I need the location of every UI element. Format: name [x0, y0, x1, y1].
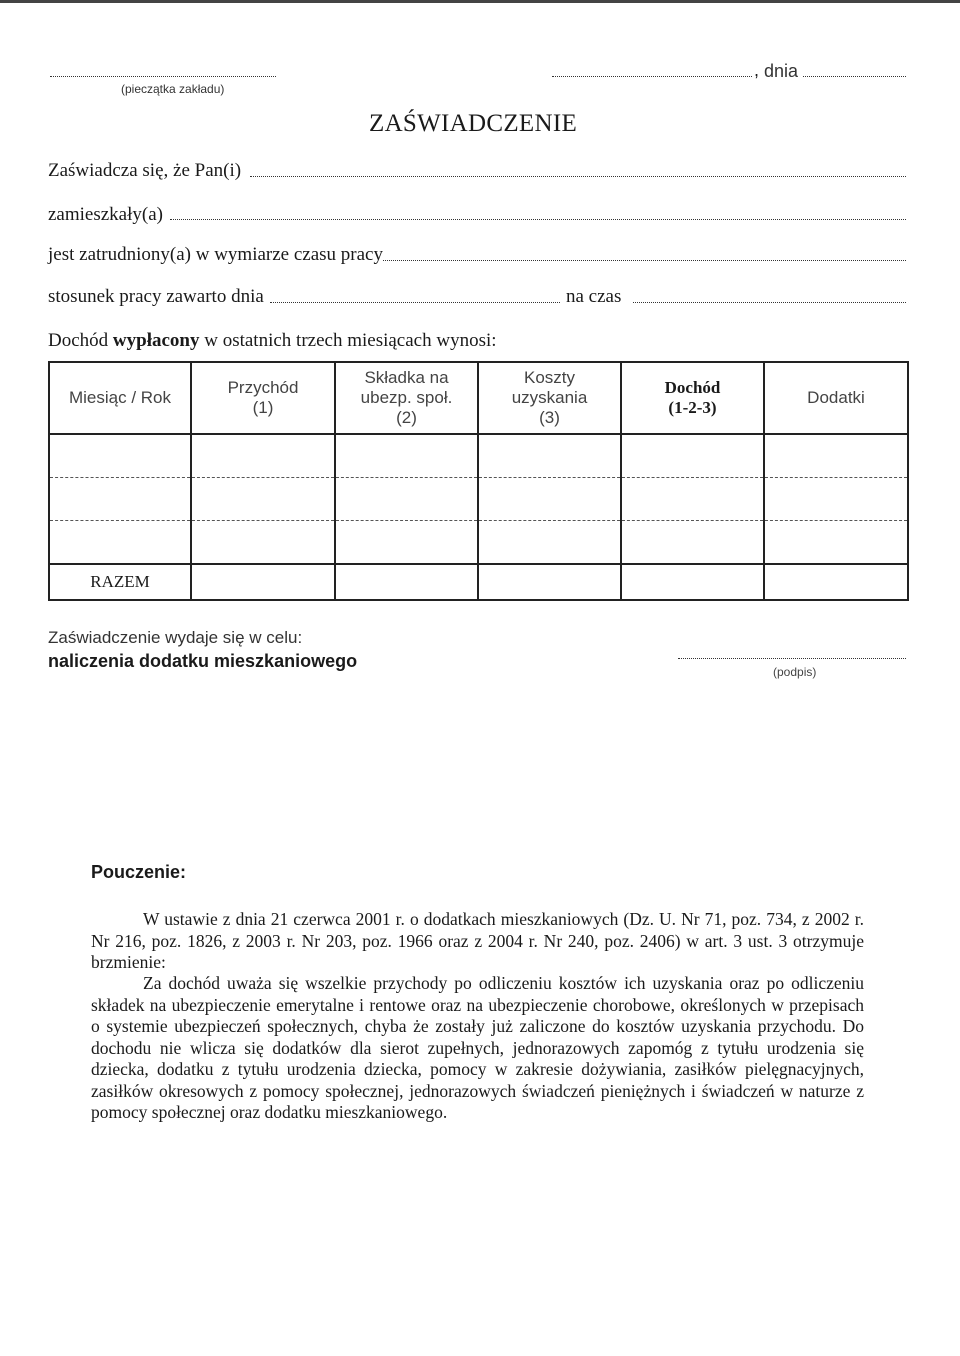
table-cell[interactable] [49, 478, 191, 521]
table-row [49, 521, 908, 565]
table-cell[interactable] [478, 521, 621, 565]
date-label: dnia [764, 61, 799, 81]
table-cell[interactable] [764, 478, 908, 521]
header-allowances: Dodatki [764, 362, 908, 434]
person-dotted-line [250, 164, 906, 177]
employment-label: jest zatrudniony(a) w wymiarze czasu pracy [48, 244, 383, 265]
address-label: zamieszkały(a) [48, 204, 163, 225]
document-title: ZAŚWIADCZENIE [369, 110, 578, 137]
period-label: na czas [566, 286, 622, 307]
table-cell[interactable] [335, 478, 478, 521]
header-revenue: Przychód (1) [191, 362, 335, 434]
purpose-label: Zaświadczenie wydaje się w celu: [48, 628, 303, 647]
period-dotted-line [633, 290, 906, 303]
income-heading [48, 330, 497, 352]
header-social-contribution: Składka na ubezp. społ. (2) [335, 362, 478, 434]
signature-dotted-line [678, 648, 906, 659]
table-cell[interactable] [478, 434, 621, 478]
scan-top-edge [0, 0, 960, 3]
table-cell[interactable] [764, 521, 908, 565]
instruction-paragraph-2: Za dochód uważa się wszelkie przychody po odliczeniu kosztów ich uzyskania oraz po odliczeniu składek na ubezpieczenie emerytalne i rentowe oraz na ubezpieczenie chorobowe, określonych w przepisach o systemie ubezpieczeń społecznych, chyba że zostały już zaliczone do kosztów uzyskania przychodu. Do dochodu nie wlicza się dodatków dla sierot zupełnych, jednorazowych zapomóg z tytułu urodzenia się dziecka, dodatku z tytułu urodzenia dziecka, pomocy w zakresie dożywiania, zasiłków pielęgnacyjnych, zasiłków okresowych z pomocy społecznej, jednorazowych świadczeń pieniężnych i świadczeń w naturze z pomocy społecznej oraz dodatku mieszkaniowego. [91, 973, 864, 1122]
table-cell[interactable] [49, 521, 191, 565]
table-cell[interactable] [335, 521, 478, 565]
table-cell[interactable] [621, 478, 764, 521]
table-cell[interactable] [191, 434, 335, 478]
signature-caption: (podpis) [773, 665, 817, 679]
person-label: Zaświadcza się, że Pan(i) [48, 160, 242, 181]
table-cell[interactable] [478, 564, 621, 600]
table-cell[interactable] [49, 434, 191, 478]
header-income: Dochód (1-2-3) [621, 362, 764, 434]
contract-label: stosunek pracy zawarto dnia [48, 286, 264, 307]
table-cell[interactable] [764, 434, 908, 478]
table-total-row [49, 564, 908, 600]
income-table [48, 361, 909, 601]
table-row [49, 478, 908, 521]
table-cell[interactable] [764, 564, 908, 600]
contract-date-dotted-line [270, 290, 560, 303]
date-separator: , [754, 60, 760, 80]
instruction-paragraph-1: W ustawie z dnia 21 czerwca 2001 r. o dodatkach mieszkaniowych (Dz. U. Nr 71, poz. 734, z 2002 r. Nr 216, poz. 1826, z 2003 r. Nr 203, poz. 1966 oraz z 2004 r. Nr 240, poz. 2406) w art. 3 ust. 3 otrzymuje brzmienie: [91, 909, 864, 972]
income-heading-prefix: Dochód [48, 330, 109, 351]
employment-dotted-line [383, 248, 906, 261]
address-dotted-line [170, 207, 906, 220]
stamp-caption: (pieczątka zakładu) [121, 82, 225, 96]
table-cell[interactable] [335, 434, 478, 478]
table-cell[interactable] [191, 521, 335, 565]
income-heading-emphasis: wypłacony [112, 330, 200, 351]
table-cell[interactable] [621, 564, 764, 600]
total-label: RAZEM [49, 564, 191, 600]
place-dotted-line [552, 66, 752, 77]
table-cell[interactable] [478, 478, 621, 521]
table-cell[interactable] [191, 564, 335, 600]
stamp-dotted-line [50, 66, 276, 77]
instruction-heading: Pouczenie: [91, 862, 187, 882]
table-cell[interactable] [621, 521, 764, 565]
table-cell[interactable] [621, 434, 764, 478]
income-table-header-row [49, 362, 908, 434]
date-dotted-line [803, 66, 906, 77]
table-cell[interactable] [335, 564, 478, 600]
header-costs: Koszty uzyskania (3) [478, 362, 621, 434]
table-row [49, 434, 908, 478]
purpose-value: naliczenia dodatku mieszkaniowego [48, 651, 358, 671]
table-cell[interactable] [191, 478, 335, 521]
income-heading-suffix: w ostatnich trzech miesiącach wynosi: [204, 330, 497, 351]
header-month-year: Miesiąc / Rok [49, 362, 191, 434]
